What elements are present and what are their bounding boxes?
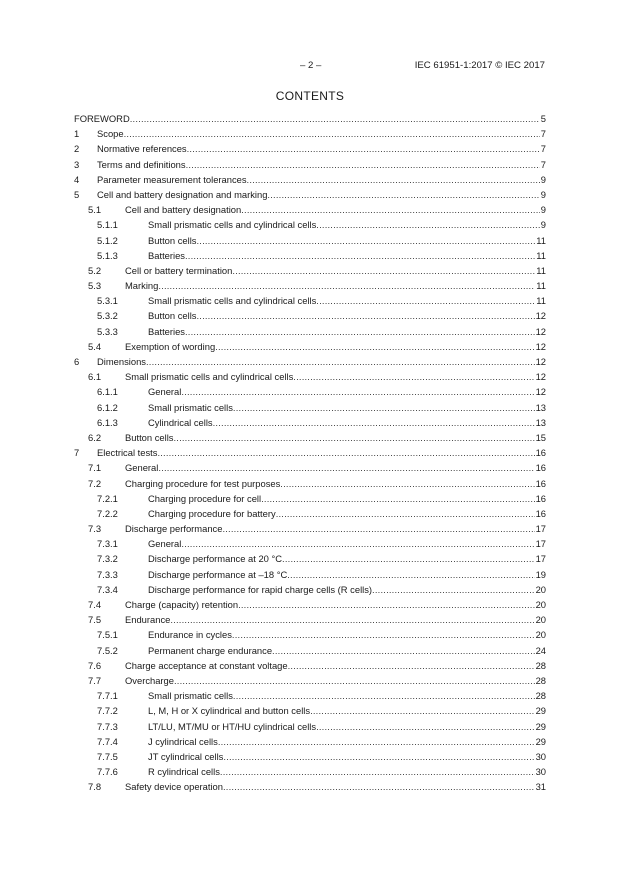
dot-leader [196,233,535,248]
toc-entry-title: Parameter measurement tolerances [97,173,247,185]
toc-entry-page: 7 [540,128,546,140]
toc-entry[interactable] [74,582,546,597]
toc-entry[interactable] [74,415,546,430]
dot-leader [173,430,534,445]
toc-entry-page: 7 [540,143,546,155]
toc-entry[interactable] [74,445,546,460]
dot-leader [232,263,535,278]
toc-entry[interactable] [74,612,546,627]
toc-entry-line [148,719,546,734]
toc-entry-page: 29 [535,705,546,717]
dot-leader [181,536,534,551]
toc-entry-number: 5.2 [88,264,102,276]
toc-entry-line [148,400,546,415]
toc-entry-number: 7.6 [88,659,102,671]
dot-leader [261,491,534,506]
toc-entry-title: Small prismatic cells and cylindrical cells [148,219,317,231]
dot-leader [130,111,540,126]
toc-entry-title: Normative references [97,143,187,155]
toc-entry-page: 11 [536,249,546,261]
toc-entry-title: Button cells [125,431,174,443]
toc-entry-page: 28 [535,674,546,686]
toc-entry[interactable] [74,384,546,399]
toc-entry-line [148,384,546,399]
toc-entry-line [148,536,546,551]
toc-entry-line [148,217,546,232]
dot-leader [316,217,540,232]
toc-entry[interactable] [74,551,546,566]
toc-entry-title: Exemption of wording [125,340,216,352]
toc-entry-number: 7.8 [88,781,102,793]
toc-entry[interactable] [74,141,546,156]
toc-entry-page: 16 [535,462,546,474]
toc-entry-line [97,445,546,460]
toc-entry-line [125,339,546,354]
toc-entry-line [148,764,546,779]
toc-entry-line [148,582,546,597]
dot-leader [241,202,540,217]
toc-entry[interactable] [74,263,546,278]
dot-leader [215,339,534,354]
toc-entry-line [148,491,546,506]
toc-entry[interactable] [74,779,546,794]
dot-leader [247,172,540,187]
toc-entry[interactable] [74,688,546,703]
dot-leader [223,779,535,794]
toc-entry-number: 7.2.1 [97,492,118,504]
toc-entry-page: 28 [535,690,546,702]
toc-entry-line [125,476,546,491]
toc-entry-title: Small prismatic cells and cylindrical cells [148,295,317,307]
toc-entry-number: 3 [74,158,80,170]
toc-entry[interactable] [74,293,546,308]
toc-entry-line [125,658,546,673]
toc-entry[interactable] [74,430,546,445]
toc-entry-title: Marking [125,280,159,292]
toc-entry-line [97,187,546,202]
toc-entry[interactable] [74,369,546,384]
toc-entry-title: LT/LU, MT/MU or HT/HU cylindrical cells [148,720,317,732]
toc-entry-page: 20 [535,599,546,610]
dot-leader [280,476,534,491]
toc-entry[interactable] [74,643,546,658]
toc-entry-title: Batteries [148,249,185,261]
toc-entry[interactable] [74,506,546,521]
toc-entry-number: 7.7.5 [97,750,118,762]
toc-entry-title: Discharge performance for rapid charge cells (R cells) [148,583,373,595]
toc-entry-title: Discharge performance at –18 °C [148,568,288,580]
document-reference: IEC 61951-1:2017 © IEC 2017 [414,60,545,71]
toc-entry-line [125,263,546,278]
toc-entry-number: 6.1.1 [97,386,118,398]
toc-entry-number: 5.1.2 [97,234,118,246]
toc-entry-page: 11 [536,234,546,246]
dot-leader [272,643,535,658]
toc-entry-title: Discharge performance at 20 °C [148,553,283,565]
toc-entry-number: 5.1.1 [97,219,118,231]
toc-entry-title: Scope [97,128,124,140]
toc-entry-page: 16 [535,492,546,504]
toc-entry-page: 11 [536,264,546,276]
toc-entry-line [97,172,546,187]
toc-entry-line [148,248,546,263]
toc-entry-title: Button cells [148,234,197,246]
toc-entry-number: 7.4 [88,599,102,610]
toc-entry[interactable] [74,734,546,749]
dot-leader [220,764,535,779]
table-of-contents [74,111,546,794]
toc-entry-page: 12 [535,325,546,337]
toc-entry-line [125,612,546,627]
toc-entry[interactable] [74,248,546,263]
toc-entry-title: Endurance in cycles [148,629,232,641]
toc-entry-line [97,354,546,369]
toc-entry-number: 5.3.2 [97,310,118,322]
toc-entry[interactable] [74,673,546,688]
toc-entry[interactable] [74,324,546,339]
toc-entry-number: 7.1 [88,462,102,474]
toc-entry-title: Cell and battery designation and marking [97,188,268,200]
dot-leader [187,141,540,156]
toc-entry-line [125,779,546,794]
toc-entry-number: 7.7.1 [97,690,118,702]
toc-entry-number: 7.7.2 [97,705,118,717]
toc-entry[interactable] [74,567,546,582]
toc-entry-line [125,430,546,445]
toc-entry-page: 12 [535,310,546,322]
toc-entry-page: 16 [535,507,546,519]
toc-entry-page: 9 [540,219,546,231]
toc-entry-title: Cell and battery designation [125,204,242,216]
toc-entry-page: 24 [535,644,546,656]
toc-entry[interactable] [74,111,546,126]
toc-entry-page: 30 [535,766,546,778]
dot-leader [213,415,535,430]
page-header [0,60,620,74]
toc-entry[interactable] [74,157,546,172]
toc-entry-page: 13 [535,416,546,428]
toc-entry-number: 7.5 [88,614,102,626]
toc-entry[interactable] [74,278,546,293]
dot-leader [293,369,534,384]
toc-entry-line [148,308,546,323]
toc-entry-page: 12 [535,340,546,352]
toc-entry[interactable] [74,703,546,718]
toc-entry-title: J cylindrical cells [148,735,218,747]
dot-leader [288,658,535,673]
toc-entry-number: 6 [74,356,80,367]
toc-entry-title: L, M, H or X cylindrical and button cells [148,705,311,717]
toc-entry-title: R cylindrical cells [148,766,220,778]
toc-entry-page: 12 [535,371,546,383]
dot-leader [276,506,535,521]
toc-entry-page: 15 [535,431,546,443]
toc-entry-title: Charging procedure for battery [148,507,276,519]
dot-leader [196,308,534,323]
contents-title: CONTENTS [275,89,345,103]
toc-entry-page: 9 [540,188,546,200]
toc-entry-line [148,703,546,718]
toc-entry-number: 6.1 [88,371,102,383]
dot-leader [157,445,534,460]
toc-entry-page: 16 [535,477,546,489]
dot-leader [174,673,535,688]
toc-entry-title: Overcharge [125,674,174,686]
toc-entry-page: 9 [540,204,546,216]
toc-entry-number: 7.3 [88,523,102,535]
toc-entry-number: 7.3.3 [97,568,118,580]
toc-entry-line [148,567,546,582]
toc-entry[interactable] [74,460,546,475]
toc-entry-line [148,688,546,703]
toc-entry[interactable] [74,400,546,415]
dot-leader [232,627,535,642]
toc-entry-number: 7.3.4 [97,583,118,595]
dot-leader [222,521,534,536]
toc-entry-number: 7.7.3 [97,720,118,732]
dot-leader [223,749,534,764]
toc-entry-number: 7 [74,447,80,459]
toc-entry-number: 7.5.2 [97,644,118,656]
toc-entry[interactable] [74,354,546,369]
toc-entry[interactable] [74,536,546,551]
toc-entry-page: 20 [535,614,546,626]
toc-entry-number: 7.7.4 [97,735,118,747]
toc-entry[interactable] [74,339,546,354]
toc-entry-line [148,551,546,566]
toc-entry[interactable] [74,126,546,141]
toc-entry[interactable] [74,597,546,612]
toc-entry-page: 17 [535,553,546,565]
toc-entry-number: 6.2 [88,431,102,443]
dot-leader [282,551,535,566]
toc-entry-title: General [148,386,182,398]
toc-entry-line [148,233,546,248]
toc-entry-page: 12 [535,356,546,367]
dot-leader [124,126,540,141]
toc-entry[interactable] [74,627,546,642]
toc-entry-line [125,369,546,384]
toc-entry[interactable] [74,658,546,673]
toc-entry-number: 7.3.1 [97,538,118,550]
toc-entry-line [125,460,546,475]
toc-entry-title: Safety device operation [125,781,223,793]
toc-entry-title: General [148,538,182,550]
toc-entry[interactable] [74,521,546,536]
toc-entry-title: Button cells [148,310,197,322]
toc-entry-title: Charge acceptance at constant voltage [125,659,288,671]
toc-entry-page: 29 [535,735,546,747]
toc-entry-page: 5 [540,113,546,124]
toc-entry-page: 19 [535,568,546,580]
dot-leader [267,187,539,202]
dot-leader [218,734,535,749]
toc-entry[interactable] [74,719,546,734]
toc-entry-title: Endurance [125,614,171,626]
toc-entry-page: 11 [536,280,546,292]
dot-leader [158,278,535,293]
toc-entry-title: FOREWORD [74,113,130,124]
dot-leader [146,354,535,369]
toc-entry-number: 5.1.3 [97,249,118,261]
toc-entry-page: 31 [535,781,546,793]
toc-entry-line [74,111,546,126]
dot-leader [316,719,534,734]
toc-entry-line [97,141,546,156]
toc-entry-title: Batteries [148,325,185,337]
toc-entry-line [148,749,546,764]
toc-entry-line [148,324,546,339]
toc-entry-line [97,157,546,172]
dot-leader [233,400,535,415]
toc-entry-number: 6.1.2 [97,401,118,413]
dot-leader [310,703,535,718]
dot-leader [372,582,535,597]
toc-entry[interactable] [74,491,546,506]
toc-entry-number: 2 [74,143,80,155]
toc-entry-title: Small prismatic cells [148,401,233,413]
toc-entry-line [125,521,546,536]
toc-entry-line [148,415,546,430]
toc-entry-title: Electrical tests [97,447,158,459]
toc-entry-line [148,643,546,658]
dot-leader [158,460,534,475]
dot-leader [185,324,535,339]
toc-entry-page: 28 [535,659,546,671]
toc-entry-page: 20 [535,583,546,595]
toc-entry-number: 4 [74,173,80,185]
toc-entry-title: Dimensions [97,356,146,367]
dot-leader [316,293,535,308]
toc-entry-line [148,627,546,642]
toc-entry-number: 5.3.1 [97,295,118,307]
toc-entry-page: 20 [535,629,546,641]
toc-entry-title: Discharge performance [125,523,223,535]
toc-entry-line [125,278,546,293]
toc-entry-page: 7 [540,158,546,170]
dot-leader [238,597,534,612]
dot-leader [181,384,534,399]
toc-entry-line [148,506,546,521]
toc-entry-page: 30 [535,750,546,762]
toc-entry-number: 5 [74,188,80,200]
toc-entry[interactable] [74,749,546,764]
toc-entry[interactable] [74,172,546,187]
toc-entry-line [97,126,546,141]
toc-entry-number: 7.2 [88,477,102,489]
toc-entry-title: Small prismatic cells [148,690,233,702]
toc-entry-title: General [125,462,159,474]
toc-entry-line [148,734,546,749]
toc-entry-page: 29 [535,720,546,732]
toc-entry-number: 7.7 [88,674,102,686]
toc-entry-title: Terms and definitions [97,158,186,170]
toc-entry[interactable] [74,187,546,202]
toc-entry-line [125,597,546,612]
toc-entry-number: 7.5.1 [97,629,118,641]
toc-entry-page: 17 [535,523,546,535]
toc-entry-page: 9 [540,173,546,185]
toc-entry-number: 5.1 [88,204,102,216]
toc-entry[interactable] [74,764,546,779]
toc-entry-page: 12 [535,386,546,398]
toc-entry-line [148,293,546,308]
toc-entry-title: JT cylindrical cells [148,750,224,762]
toc-entry-title: Cylindrical cells [148,416,213,428]
toc-entry-page: 16 [535,447,546,459]
toc-entry-title: Permanent charge endurance [148,644,273,656]
toc-entry-number: 5.3.3 [97,325,118,337]
toc-entry[interactable] [74,233,546,248]
toc-entry-line [125,202,546,217]
page-number: – 2 – [300,60,322,71]
toc-entry-title: Charging procedure for cell [148,492,262,504]
toc-entry-title: Cell or battery termination [125,264,233,276]
toc-entry-number: 1 [74,128,80,140]
toc-entry-title: Small prismatic cells and cylindrical cells [125,371,294,383]
toc-entry-title: Charging procedure for test purposes [125,477,281,489]
toc-entry[interactable] [74,308,546,323]
toc-entry-number: 6.1.3 [97,416,118,428]
toc-entry-page: 13 [535,401,546,413]
dot-leader [233,688,535,703]
toc-entry-number: 7.2.2 [97,507,118,519]
toc-entry-title: Charge (capacity) retention [125,599,239,610]
toc-entry[interactable] [74,202,546,217]
toc-entry-line [125,673,546,688]
toc-entry-number: 5.3 [88,280,102,292]
toc-entry-number: 5.4 [88,340,102,352]
dot-leader [186,157,540,172]
toc-entry[interactable] [74,217,546,232]
toc-entry-page: 17 [535,538,546,550]
toc-entry-number: 7.3.2 [97,553,118,565]
dot-leader [185,248,535,263]
dot-leader [170,612,534,627]
dot-leader [287,567,534,582]
toc-entry-number: 7.7.6 [97,766,118,778]
toc-entry-page: 11 [536,295,546,307]
toc-entry[interactable] [74,476,546,491]
